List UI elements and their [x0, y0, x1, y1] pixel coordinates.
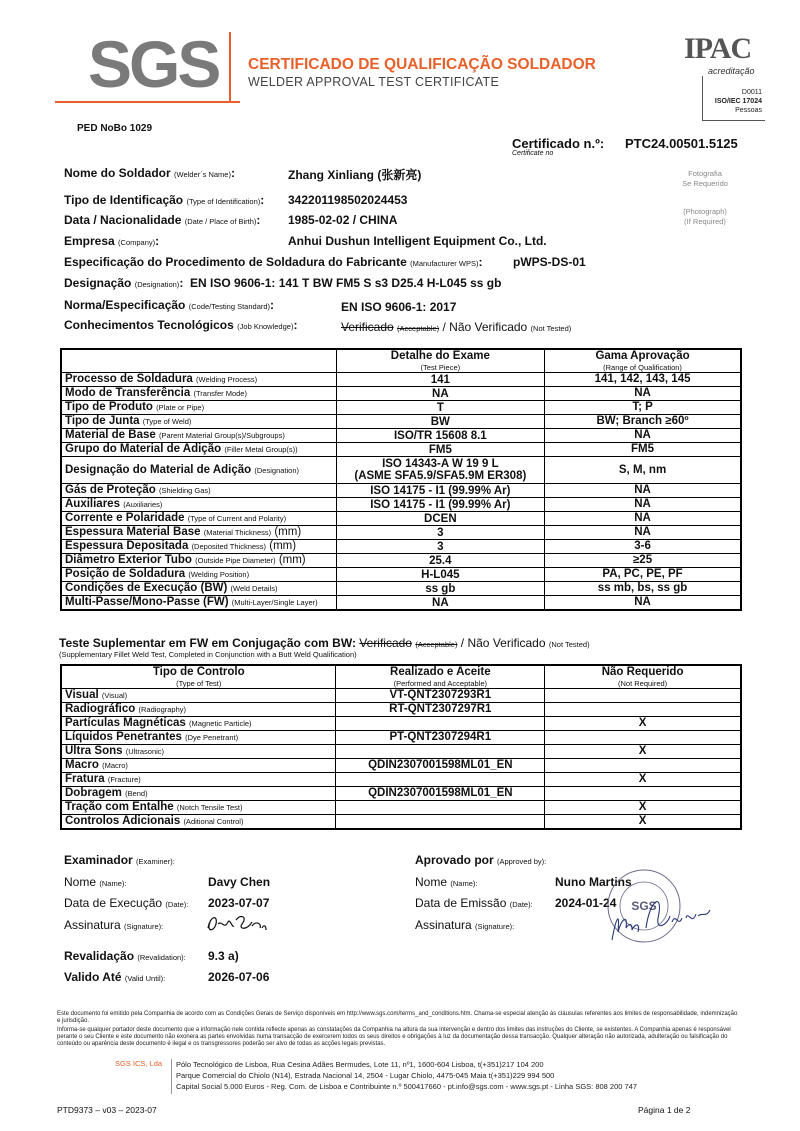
norm-label: Norma/Especificação (Code/Testing Standard): — [64, 298, 275, 312]
company-value: Anhui Dushun Intelligent Equipment Co., Ltd. — [288, 234, 547, 248]
valid-until-label: Valido Até (Valid Until): — [64, 970, 166, 984]
qualification-row — [61, 554, 741, 568]
test-row-label: Visual (Visual) — [61, 689, 336, 703]
test-row-label: Controlos Adicionais (Aditional Control) — [61, 815, 336, 830]
page-number: Página 1 de 2 — [638, 1105, 691, 1115]
qualification-row — [61, 373, 741, 387]
qualification-row — [61, 582, 741, 596]
qualification-row-detail: FM5 — [336, 443, 544, 457]
qualification-row-label: Tipo de Junta (Type of Weld) — [61, 415, 336, 429]
revalidation-label: Revalidação (Revalidation): — [64, 949, 186, 963]
qualification-row-detail: H-L045 — [336, 568, 544, 582]
examiner-date-label: Data de Execução (Date): — [64, 896, 189, 910]
qualification-row-label: Corrente e Polaridade (Type of Current and Polarity) — [61, 512, 336, 526]
qualification-row-detail: 25.4 — [336, 554, 544, 568]
sgs-logo: SGS — [88, 27, 219, 101]
test-row-not-required: X — [545, 745, 741, 759]
col-detail-header: Detalhe do Exame (Test Piece) — [336, 349, 544, 373]
wps-value: pWPS-DS-01 — [513, 255, 586, 269]
qualification-row-range: NA — [545, 429, 741, 443]
test-row-label: Tração com Entalhe (Notch Tensile Test) — [61, 801, 336, 815]
qualification-row-label: Modo de Transferência (Transfer Mode) — [61, 387, 336, 401]
col-nr-header: Não Requerido (Not Required) — [545, 665, 741, 689]
disclaimer-2: Informa-se qualquer portador deste documento que a informação nele contida reflecte apenas as constatações da Companhia na altura da sua intervenção e dentro dos limites das instruções do Cliente, se existentes. A Companhia apenas é responsável perante o seu Cliente e este documento não exonera as partes envolvidas numa transacção de exercerem todos os seus direitos e obrigações à luz da documentação dessa transacção. Qualquer alteração não autorizada, adulteração ou falsificação do conteúdo ou aparência deste documento é ilegal e os transgressores poderão ser alvo de todas as acções legais previstas. — [57, 1027, 731, 1048]
qualification-row-range: ss mb, bs, ss gb — [545, 582, 741, 596]
test-row-not-required — [545, 703, 741, 717]
qualification-row-label: Processo de Soldadura (Welding Process) — [61, 373, 336, 387]
qualification-row-detail: 3 — [336, 540, 544, 554]
qualification-row-range: S, M, nm — [545, 457, 741, 484]
ped-nobo: PED NoBo 1029 — [77, 123, 153, 134]
qualification-row — [61, 415, 741, 429]
test-row — [61, 689, 741, 703]
qualification-row-detail: ss gb — [336, 582, 544, 596]
qualification-row-range: T; P — [545, 401, 741, 415]
qualification-row — [61, 484, 741, 498]
test-row-not-required — [545, 787, 741, 801]
title-en: WELDER APPROVAL TEST CERTIFICATE — [248, 75, 500, 89]
qualification-row-label: Diâmetro Exterior Tubo (Outside Pipe Diameter) (mm) — [61, 554, 336, 568]
qualification-row-detail: ISO 14175 - I1 (99.99% Ar) — [336, 498, 544, 512]
qualification-row-detail: ISO/TR 15608 8.1 — [336, 429, 544, 443]
tests-table-header — [61, 665, 741, 689]
footer-divider — [171, 1059, 172, 1094]
qualification-row-detail: BW — [336, 415, 544, 429]
qualification-table — [60, 348, 742, 611]
examiner-sig-label: Assinatura (Signature): — [64, 918, 164, 932]
qualification-row-detail: ISO 14343-A W 19 9 L (ASME SFA5.9/SFA5.9M ER308) — [336, 457, 544, 484]
qualification-row — [61, 443, 741, 457]
examiner-title: Examinador (Examiner): — [64, 853, 175, 867]
approver-name: Nuno Martins — [555, 875, 632, 889]
title-pt: CERTIFICADO DE QUALIFICAÇÃO SOLDADOR — [248, 56, 596, 73]
approver-title: Aprovado por (Approved by): — [415, 853, 547, 867]
approver-name-label: Nome (Name): — [415, 875, 478, 889]
test-row-not-required: X — [545, 801, 741, 815]
examiner-name-label: Nome (Name): — [64, 875, 127, 889]
qualification-row-range: 141, 142, 143, 145 — [545, 373, 741, 387]
qualification-table-header — [61, 349, 741, 373]
knowledge-value: Verificado (Acceptable) / Não Verificado (Not Tested) — [341, 320, 572, 334]
qualification-row-label: Condições de Execução (BW) (Weld Details) — [61, 582, 336, 596]
supplementary-test: Teste Suplementar em FW em Conjugação com BW: Verificado (Acceptable) / Não Verificado (Not Tested) — [59, 636, 590, 650]
qualification-row-detail: ISO 14175 - I1 (99.99% Ar) — [336, 484, 544, 498]
test-row-label: Dobragem (Bend) — [61, 787, 336, 801]
designation-label: Designação (Designation): — [64, 276, 184, 290]
qualification-row-range: NA — [545, 526, 741, 540]
test-row-not-required: X — [545, 717, 741, 731]
qualification-row-detail: 3 — [336, 526, 544, 540]
test-row-label: Líquidos Penetrantes (Dye Penetrant) — [61, 731, 336, 745]
qualification-row-range: NA — [545, 484, 741, 498]
qualification-row-label: Tipo de Produto (Plate or Pipe) — [61, 401, 336, 415]
qualification-row-label: Posição de Soldadura (Welding Position) — [61, 568, 336, 582]
test-row — [61, 731, 741, 745]
test-row-label: Radiográfico (Radiography) — [61, 703, 336, 717]
test-row-report: RT-QNT2307297R1 — [336, 703, 545, 717]
norm-value: EN ISO 9606-1: 2017 — [341, 300, 457, 314]
test-row — [61, 759, 741, 773]
test-row — [61, 773, 741, 787]
approver-signature — [606, 888, 716, 946]
test-row-not-required — [545, 689, 741, 703]
qualification-row — [61, 540, 741, 554]
test-row-report — [336, 773, 545, 787]
doc-code: PTD9373 – v03 – 2023-07 — [57, 1105, 157, 1115]
qualification-row-detail: DCEN — [336, 512, 544, 526]
test-row-report: VT-QNT2307293R1 — [336, 689, 545, 703]
test-row-report — [336, 801, 545, 815]
test-row-report: PT-QNT2307294R1 — [336, 731, 545, 745]
qualification-row-range: ≥25 — [545, 554, 741, 568]
logo-divider-v — [229, 32, 231, 102]
qualification-row-range: NA — [545, 512, 741, 526]
qualification-row-label: Grupo do Material de Adição (Filler Metal Group(s)) — [61, 443, 336, 457]
qualification-row-detail: T — [336, 401, 544, 415]
id-label: Tipo de Identificação (Type of Identification): — [64, 193, 265, 207]
photo-placeholder: Fotografia Se Requerido (Photograph) (If Required) — [682, 169, 728, 226]
approver-sig-label: Assinatura (Signature): — [415, 918, 515, 932]
test-row-label: Macro (Macro) — [61, 759, 336, 773]
svg-text:SGS: SGS — [631, 899, 657, 913]
test-row — [61, 801, 741, 815]
col-type-header: Tipo de Controlo (Type of Test) — [61, 665, 336, 689]
examiner-date: 2023-07-07 — [208, 896, 270, 910]
qualification-row — [61, 457, 741, 484]
id-value: 342201198502024453 — [288, 193, 408, 207]
qualification-row-label: Auxiliares (Auxiliaries) — [61, 498, 336, 512]
revalidation-value: 9.3 a) — [208, 949, 239, 963]
test-row — [61, 745, 741, 759]
col-range-header: Gama Aprovação (Range of Qualification) — [545, 349, 741, 373]
approver-date-label: Data de Emissão (Date): — [415, 896, 533, 910]
welder-name: Zhang Xinliang (张新亮) — [288, 168, 422, 182]
footer-company: SGS ICS, Lda — [115, 1059, 163, 1068]
test-row-report: QDIN2307001598ML01_EN — [336, 787, 545, 801]
qualification-row-range: BW; Branch ≥60º — [545, 415, 741, 429]
qualification-row-label: Designação do Material de Adição (Designation) — [61, 457, 336, 484]
test-row-report: QDIN2307001598ML01_EN — [336, 759, 545, 773]
examiner-signature — [204, 910, 268, 936]
examiner-name: Davy Chen — [208, 875, 271, 889]
supplementary-sub: (Supplementary Fillet Weld Test, Completed in Conjunction with a Butt Weld Qualification) — [59, 650, 357, 659]
qualification-row-range: NA — [545, 596, 741, 611]
test-row-label: Ultra Sons (Ultrasonic) — [61, 745, 336, 759]
test-row-label: Fratura (Fracture) — [61, 773, 336, 787]
qualification-row — [61, 498, 741, 512]
valid-until-value: 2026-07-06 — [208, 970, 270, 984]
test-row — [61, 787, 741, 801]
qualification-row-range: PA, PC, PE, PF — [545, 568, 741, 582]
logo-divider-h — [55, 101, 240, 103]
qualification-row — [61, 387, 741, 401]
disclaimer-1: Este documento foi emitido pela Companhia de acordo com as Condições Gerais de Serviço disponíveis em http://www.sgs.com/terms_and_conditions.htm. Chama-se especial atenção às cláusulas referentes aos limites de responsabilidade, indemnização e jurisdição. — [57, 1011, 738, 1025]
col-done-header: Realizado e Aceite (Performed and Acceptable) — [336, 665, 545, 689]
tests-table — [60, 664, 742, 830]
qualification-row-label: Espessura Depositada (Deposited Thickness) (mm) — [61, 540, 336, 554]
approver-date: 2024-01-24 — [555, 896, 617, 910]
qualification-row-label: Espessura Material Base (Material Thickness) (mm) — [61, 526, 336, 540]
test-row-not-required: X — [545, 815, 741, 830]
qualification-row-range: NA — [545, 498, 741, 512]
qualification-row-detail: NA — [336, 387, 544, 401]
test-row — [61, 703, 741, 717]
cert-number: PTC24.00501.5125 — [625, 136, 738, 151]
test-row-report — [336, 717, 545, 731]
qualification-row-range: 3-6 — [545, 540, 741, 554]
designation-value: EN ISO 9606-1: 141 T BW FM5 S s3 D25.4 H-L045 ss gb — [190, 276, 502, 290]
test-row-report — [336, 815, 545, 830]
test-row — [61, 717, 741, 731]
wps-label: Especificação do Procedimento de Soldadura do Fabricante (Manufacturer WPS): — [64, 255, 483, 269]
test-row-not-required — [545, 759, 741, 773]
qualification-row — [61, 512, 741, 526]
knowledge-label: Conhecimentos Tecnológicos (Job Knowledge): — [64, 318, 298, 332]
qualification-row-label: Material de Base (Parent Material Group(s)/Subgroups) — [61, 429, 336, 443]
qualification-row — [61, 568, 741, 582]
footer-address: Pólo Tecnológico de Lisboa, Rua Cesina Adães Bermudes, Lote 11, nº1, 1600-604 Lisboa, t(+351)217 104 200 Parque Comercial do Chiolo (N14), Estrada Nacional 14, 2504 - Lugar Chiolo, 4475-045 Maia t(+351)229 994 500 Capital Social 5.000 Euros - Reg. Com. de Lisboa e Contribuinte n.º 500417660 - pt.info@sgs.com - www.sgs.pt - Linha SGS: 808 200 747 — [176, 1060, 638, 1091]
cert-label-en: Certificate no — [512, 150, 554, 157]
qualification-row-label: Gás de Proteção (Shielding Gas) — [61, 484, 336, 498]
qualification-row — [61, 401, 741, 415]
qualification-row — [61, 429, 741, 443]
qualification-row-range: NA — [545, 387, 741, 401]
ipac-logo: IPAC acreditação D0011 ISO/IEC 17024 Pessoas — [684, 32, 766, 122]
qualification-row-label: Multi-Passe/Mono-Passe (FW) (Multi-Layer/Single Layer) — [61, 596, 336, 611]
test-row — [61, 815, 741, 830]
company-label: Empresa (Company): — [64, 234, 160, 248]
test-row-label: Partículas Magnéticas (Magnetic Particle) — [61, 717, 336, 731]
welder-name-label: Nome do Soldador (Welder´s Name): — [64, 166, 235, 180]
test-row-not-required: X — [545, 773, 741, 787]
birth-label: Data / Nacionalidade (Date / Place of Birth): — [64, 213, 261, 227]
qualification-row-range: FM5 — [545, 443, 741, 457]
test-row-not-required — [545, 731, 741, 745]
qualification-row — [61, 596, 741, 611]
test-row-report — [336, 745, 545, 759]
cert-label: Certificado n.º: — [512, 136, 605, 151]
qualification-row-detail: 141 — [336, 373, 544, 387]
birth-value: 1985-02-02 / CHINA — [288, 213, 398, 227]
qualification-row — [61, 526, 741, 540]
qualification-row-detail: NA — [336, 596, 544, 611]
